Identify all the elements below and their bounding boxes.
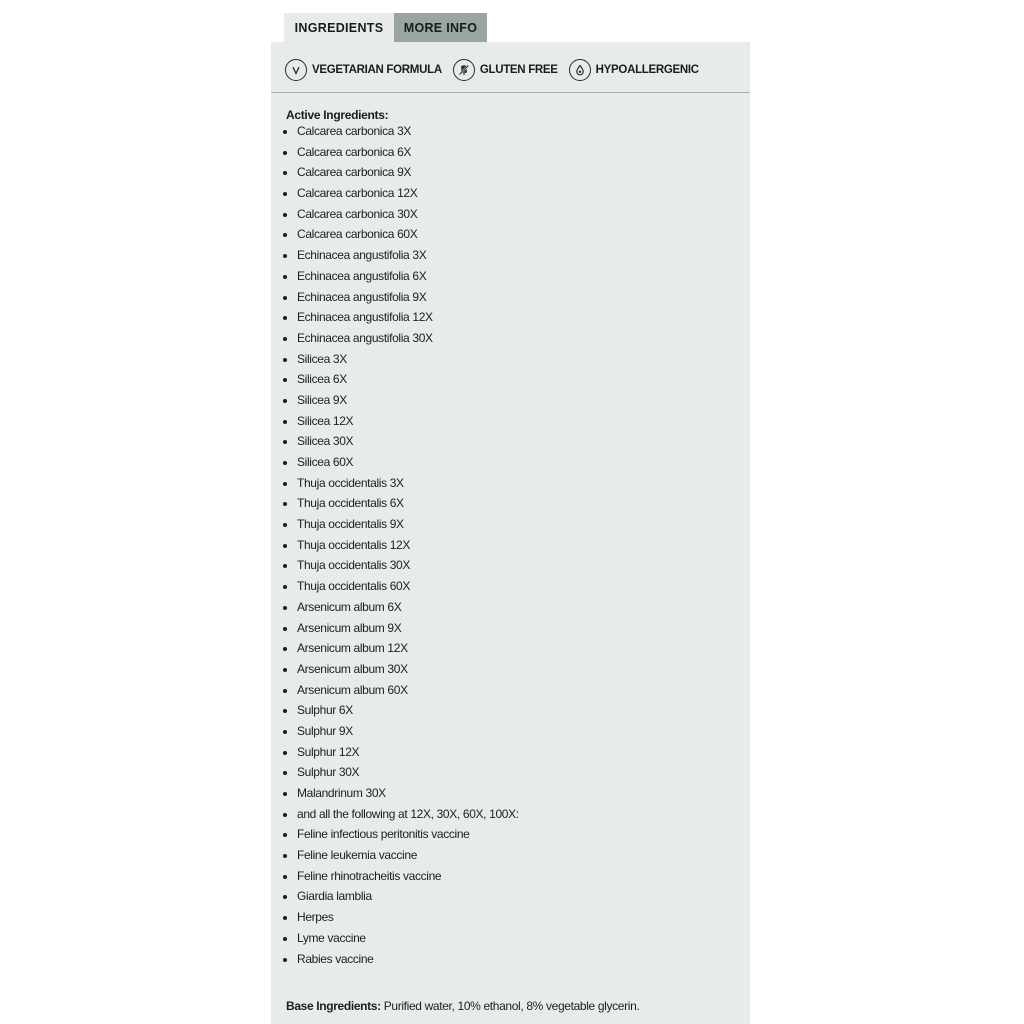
list-item: Echinacea angustifolia 30X xyxy=(271,331,519,352)
list-item: Lyme vaccine xyxy=(271,931,519,952)
badge-gluten-free xyxy=(453,59,558,81)
list-item: Thuja occidentalis 12X xyxy=(271,538,519,559)
list-item: Echinacea angustifolia 9X xyxy=(271,290,519,311)
badge-hypoallergenic xyxy=(569,59,699,81)
badge-gluten-free-label: GLUTEN FREE xyxy=(479,64,558,76)
list-item: and all the following at 12X, 30X, 60X, 100X: xyxy=(271,807,519,828)
list-item: Sulphur 9X xyxy=(271,724,519,745)
tab-ingredients[interactable]: INGREDIENTS xyxy=(284,13,394,42)
divider xyxy=(271,92,750,93)
list-item: Thuja occidentalis 3X xyxy=(271,476,519,497)
list-item: Echinacea angustifolia 12X xyxy=(271,310,519,331)
list-item: Calcarea carbonica 60X xyxy=(271,227,519,248)
wheat-crossed-icon xyxy=(453,59,475,81)
list-item: Arsenicum album 6X xyxy=(271,600,519,621)
list-item: Arsenicum album 60X xyxy=(271,683,519,704)
list-item: Calcarea carbonica 3X xyxy=(271,124,519,145)
list-item: Arsenicum album 9X xyxy=(271,621,519,642)
product-badges xyxy=(285,58,710,82)
badge-hypoallergenic-label: HYPOALLERGENIC xyxy=(595,64,699,76)
base-ingredients xyxy=(286,999,639,1013)
list-item: Feline infectious peritonitis vaccine xyxy=(271,827,519,848)
ingredients-panel xyxy=(271,42,750,1024)
list-item: Silicea 6X xyxy=(271,372,519,393)
list-item: Feline rhinotracheitis vaccine xyxy=(271,869,519,890)
drop-icon xyxy=(569,59,591,81)
list-item: Silicea 9X xyxy=(271,393,519,414)
list-item: Arsenicum album 30X xyxy=(271,662,519,683)
product-tabs xyxy=(284,13,487,42)
base-ingredients-text: Purified water, 10% ethanol, 8% vegetable glycerin. xyxy=(380,999,640,1013)
list-item: Arsenicum album 12X xyxy=(271,641,519,662)
badge-vegetarian-label: VEGETARIAN FORMULA xyxy=(312,64,442,76)
list-item: Echinacea angustifolia 6X xyxy=(271,269,519,290)
list-item: Calcarea carbonica 12X xyxy=(271,186,519,207)
list-item: Echinacea angustifolia 3X xyxy=(271,248,519,269)
list-item: Thuja occidentalis 60X xyxy=(271,579,519,600)
list-item: Silicea 3X xyxy=(271,352,519,373)
list-item: Calcarea carbonica 30X xyxy=(271,207,519,228)
list-item: Silicea 12X xyxy=(271,414,519,435)
tab-more-info[interactable]: MORE INFO xyxy=(394,13,487,42)
base-ingredients-label: Base Ingredients: xyxy=(286,999,381,1013)
list-item: Herpes xyxy=(271,910,519,931)
vegetarian-v-icon xyxy=(285,59,307,81)
list-item: Rabies vaccine xyxy=(271,952,519,973)
list-item: Silicea 60X xyxy=(271,455,519,476)
list-item: Calcarea carbonica 6X xyxy=(271,145,519,166)
list-item: Silicea 30X xyxy=(271,434,519,455)
list-item: Thuja occidentalis 9X xyxy=(271,517,519,538)
list-item: Sulphur 6X xyxy=(271,703,519,724)
list-item: Giardia lamblia xyxy=(271,889,519,910)
list-item: Feline leukemia vaccine xyxy=(271,848,519,869)
list-item: Malandrinum 30X xyxy=(271,786,519,807)
active-ingredients-heading: Active Ingredients: xyxy=(286,108,389,122)
badge-vegetarian xyxy=(285,59,442,81)
list-item: Calcarea carbonica 9X xyxy=(271,165,519,186)
list-item: Sulphur 30X xyxy=(271,765,519,786)
active-ingredients-list xyxy=(271,124,519,972)
list-item: Thuja occidentalis 30X xyxy=(271,558,519,579)
list-item: Sulphur 12X xyxy=(271,745,519,766)
list-item: Thuja occidentalis 6X xyxy=(271,496,519,517)
